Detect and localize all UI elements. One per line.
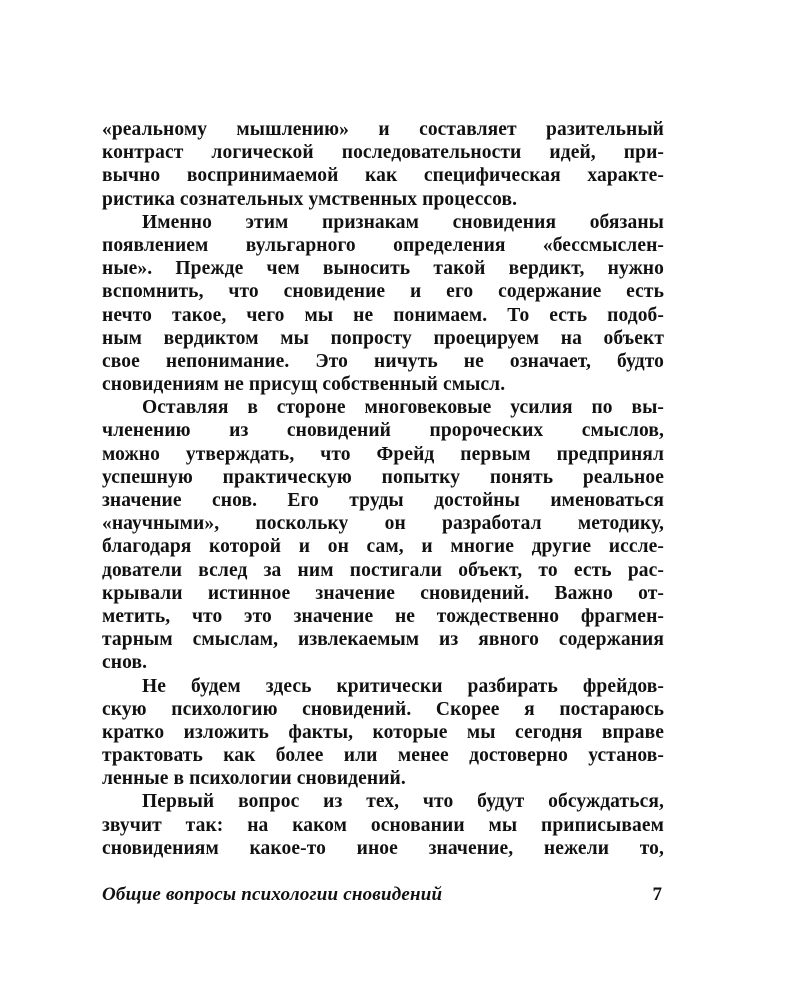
running-title: Общие вопросы психологии сновидений	[102, 884, 443, 905]
paragraph-4	[102, 675, 664, 791]
paragraph-1	[102, 118, 664, 211]
text-line: свое непонимание. Это ничуть не означает, будто	[102, 350, 664, 372]
text-line: сновидениям не присущ собственный смысл.	[102, 374, 506, 396]
text-line: Оставляя в стороне многовековые усилия по вы-	[142, 397, 664, 419]
paragraph-5	[102, 790, 664, 860]
text-line: Именно этим признакам сновидения обязаны	[142, 211, 664, 233]
text-line: контраст логической последовательности идей, при-	[102, 142, 664, 164]
paragraph-2	[102, 211, 664, 397]
text-line: ристика сознательных умственных процессов.	[102, 188, 518, 210]
text-line: нечто такое, чего мы не понимаем. То есть подоб-	[102, 304, 664, 326]
text-line: Первый вопрос из тех, что будут обсуждаться,	[142, 791, 664, 813]
text-line: Не будем здесь критически разбирать фрейдов-	[142, 675, 664, 697]
text-line: вспомнить, что сновидение и его содержание есть	[102, 281, 664, 303]
text-line: успешную практическую попытку понять реальное	[102, 466, 664, 488]
text-line: членению из сновидений пророческих смыслов,	[102, 420, 664, 442]
text-line: вычно воспринимаемой как специфическая характе-	[102, 165, 664, 187]
text-line: снов.	[102, 652, 148, 674]
text-line: ным вердиктом мы попросту проецируем на объект	[102, 327, 664, 349]
text-line: появлением вульгарного определения «бессмыслен-	[102, 234, 664, 256]
text-line: ные». Прежде чем выносить такой вердикт, нужно	[102, 258, 664, 280]
page-footer	[102, 884, 662, 910]
text-line: дователи вслед за ним постигали объект, то есть рас-	[102, 559, 664, 581]
text-line: сновидениям какое-то иное значение, нежели то,	[102, 837, 664, 859]
text-line: можно утверждать, что Фрейд первым предпринял	[102, 443, 664, 465]
text-line: метить, что это значение не тождественно фрагмен-	[102, 605, 664, 627]
paragraph-3	[102, 396, 664, 674]
text-line: звучит так: на каком основании мы приписываем	[102, 814, 664, 836]
page-number: 7	[652, 884, 662, 905]
text-line: «реальному мышлению» и составляет разительный	[102, 119, 664, 140]
text-line: крывали истинное значение сновидений. Важно от-	[102, 582, 664, 604]
text-line: кратко изложить факты, которые мы сегодня вправе	[102, 721, 664, 743]
text-line: благодаря которой и он сам, и многие другие иссле-	[102, 536, 664, 558]
text-line: значение снов. Его труды достойны именоваться	[102, 490, 664, 511]
text-line: «научными», поскольку он разработал методику,	[102, 513, 664, 535]
text-line: скую психологию сновидений. Скорее я постараюсь	[102, 698, 664, 720]
text-line: трактовать как более или менее достоверно установ-	[102, 745, 664, 767]
page-body	[102, 118, 664, 860]
text-line: ленные в психологии сновидений.	[102, 768, 406, 790]
text-line: тарным смыслам, извлекаемым из явного содержания	[102, 629, 664, 651]
